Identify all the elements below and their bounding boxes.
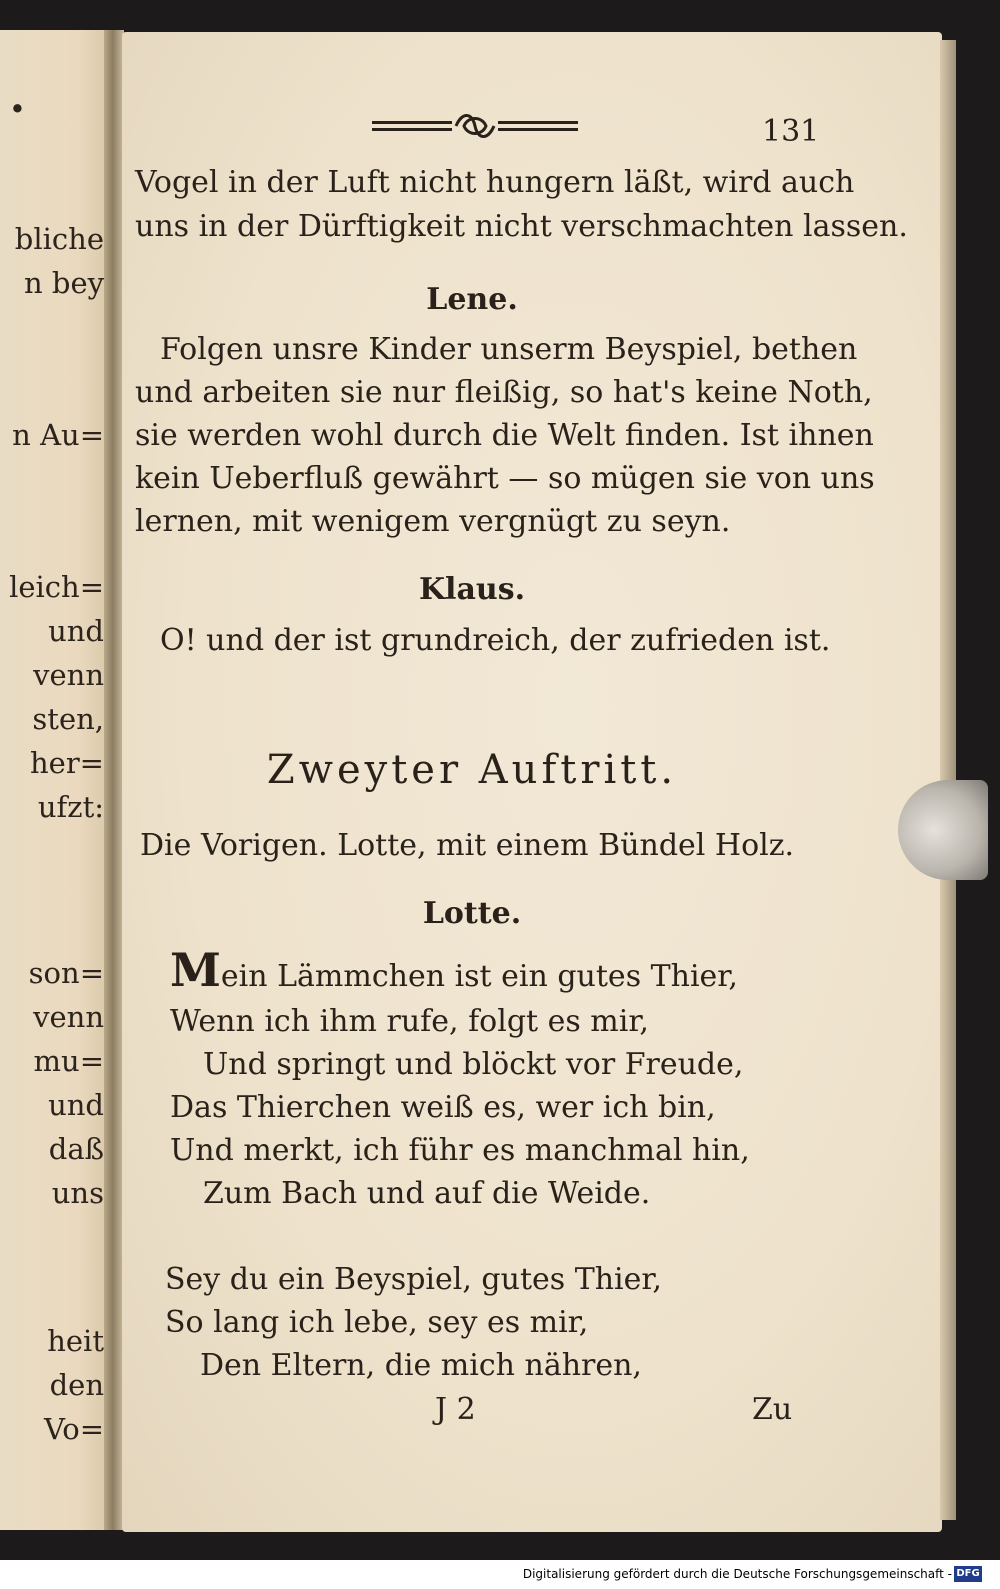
text-line: sie werden wohl durch die Welt finden. Ist ihnen: [135, 418, 874, 453]
left-page-fragment: den: [49, 1368, 104, 1402]
left-page-fragment: her=: [29, 746, 104, 780]
verse-line: Wenn ich ihm rufe, folgt es mir,: [170, 1004, 649, 1039]
left-page-fragment: venn: [33, 658, 104, 692]
signature-mark: J 2: [435, 1392, 476, 1427]
stage-direction: Die Vorigen. Lotte, mit einem Bündel Holz.: [140, 828, 795, 863]
footer-credit: Digitalisierung gefördert durch die Deutsche Forschungsgemeinschaft -: [522, 1567, 952, 1581]
previous-page-strip: [0, 30, 112, 1530]
verse-line: Und springt und blöckt vor Freude,: [203, 1047, 744, 1082]
left-page-fragment: Vo=: [43, 1412, 104, 1446]
left-page-fragment: ufzt:: [37, 790, 104, 824]
left-page-fragment: sten,: [32, 702, 104, 736]
left-page-fragment: leich=: [9, 570, 104, 604]
left-page-fragment: mu=: [33, 1044, 104, 1078]
left-page-fragment: •: [8, 92, 26, 126]
page-number: 131: [762, 114, 820, 149]
scene-heading: Zweyter Auftritt.: [266, 747, 678, 793]
speaker-name: Klaus.: [418, 572, 526, 607]
left-page-fragment: daß: [48, 1132, 104, 1166]
text-line: kein Ueberfluß gewährt — so mügen sie von uns: [135, 461, 875, 496]
speaker-name: Lene.: [426, 282, 518, 317]
left-page-fragment: und: [48, 1088, 104, 1122]
ornament-icon: [372, 110, 578, 142]
text-line: O! und der ist grundreich, der zufrieden ist.: [160, 623, 831, 658]
left-page-fragment: uns: [51, 1176, 104, 1210]
text-line: lernen, mit wenigem vergnügt zu seyn.: [135, 504, 731, 539]
drop-cap: M: [170, 943, 221, 997]
text-line: Folgen unsre Kinder unserm Beyspiel, bethen: [160, 332, 858, 367]
speaker-name: Lotte.: [422, 896, 522, 931]
page-clip: [898, 780, 988, 880]
book-gutter: [104, 30, 124, 1530]
left-page-fragment: n Au=: [12, 418, 104, 452]
left-page-fragment: n bey: [23, 266, 104, 300]
verse-line: Sey du ein Beyspiel, gutes Thier,: [165, 1262, 662, 1297]
left-page-fragment: und: [48, 614, 104, 648]
text-line: uns in der Dürftigkeit nicht verschmachten lassen.: [135, 209, 908, 244]
verse-line: Den Eltern, die mich nähren,: [200, 1348, 642, 1383]
catchword: Zu: [752, 1392, 793, 1427]
text-line: und arbeiten sie nur fleißig, so hat's keine Noth,: [135, 375, 873, 410]
left-page-fragment: heit: [47, 1324, 104, 1358]
left-page-fragment: son=: [28, 956, 104, 990]
text-line: Vogel in der Luft nicht hungern läßt, wird auch: [135, 165, 855, 200]
verse-line: Das Thierchen weiß es, wer ich bin,: [170, 1090, 716, 1125]
dfg-logo-icon[interactable]: DFG: [954, 1566, 982, 1582]
left-page-fragment: bliche: [14, 222, 104, 256]
verse-line: Und merkt, ich führ es manchmal hin,: [170, 1133, 750, 1168]
verse-line: Zum Bach und auf die Weide.: [203, 1176, 651, 1211]
verse-text: ein Lämmchen ist ein gutes Thier,: [220, 959, 738, 994]
verse-line: [170, 943, 850, 997]
left-page-fragment: venn: [33, 1000, 104, 1034]
verse-line: So lang ich lebe, sey es mir,: [165, 1305, 589, 1340]
